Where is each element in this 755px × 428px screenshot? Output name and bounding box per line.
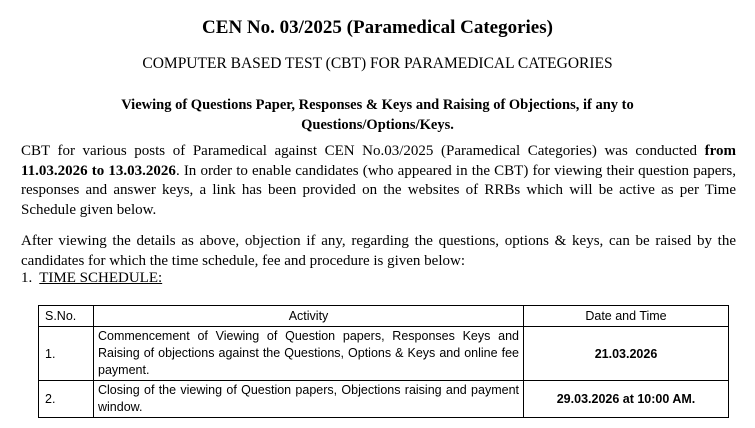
row-activity: Commencement of Viewing of Question papers, Responses Keys and Raising of objections against the Questions, Options & Keys and online fee payment.: [94, 327, 524, 381]
row-date: 21.03.2026: [524, 327, 729, 381]
table-header-row: [39, 306, 729, 327]
time-schedule-heading: [21, 269, 162, 288]
objection-paragraph: After viewing the details as above, objection if any, regarding the questions, options & keys, can be raised by the candidates for which the time schedule, fee and procedure is given below:: [21, 233, 736, 269]
intro-paragraph: [21, 142, 736, 220]
intro-text-end: . In order to enable candidates (who appeared in the CBT) for viewing their question papers, responses and answer keys, a link has been provided on the websites of RRBs which will be active as per Time Schedule given below.: [21, 162, 737, 218]
table-row: [39, 327, 729, 381]
row-date: 29.03.2026 at 10:00 AM.: [524, 381, 729, 418]
header-date: Date and Time: [524, 306, 729, 327]
next-section-cutoff: [0, 419, 60, 428]
page-subtitle: COMPUTER BASED TEST (CBT) FOR PARAMEDICAL CATEGORIES: [142, 55, 613, 72]
header-activity: Activity: [94, 306, 524, 327]
row-sno: 1.: [39, 327, 94, 381]
section-heading: [0, 95, 755, 135]
row-activity: Closing of the viewing of Question papers, Objections raising and payment window.: [94, 381, 524, 418]
schedule-number: 1.: [21, 270, 33, 286]
page-title: CEN No. 03/2025 (Paramedical Categories): [202, 17, 553, 38]
heading-line-1: Viewing of Questions Paper, Responses & Keys and Raising of Objections, if any to: [121, 97, 634, 113]
schedule-label: TIME SCHEDULE:: [39, 270, 163, 286]
time-schedule-table: [38, 305, 729, 418]
intro-text-start: CBT for various posts of Paramedical against CEN No.03/2025 (Paramedical Categories) was conducted: [21, 143, 705, 159]
header-sno: S.No.: [39, 306, 94, 327]
table-row: [39, 381, 729, 418]
heading-line-2: Questions/Options/Keys.: [301, 117, 454, 133]
row-sno: 2.: [39, 381, 94, 418]
intro-date-range: from 11.03.2026 to 13.03.2026: [21, 143, 736, 179]
